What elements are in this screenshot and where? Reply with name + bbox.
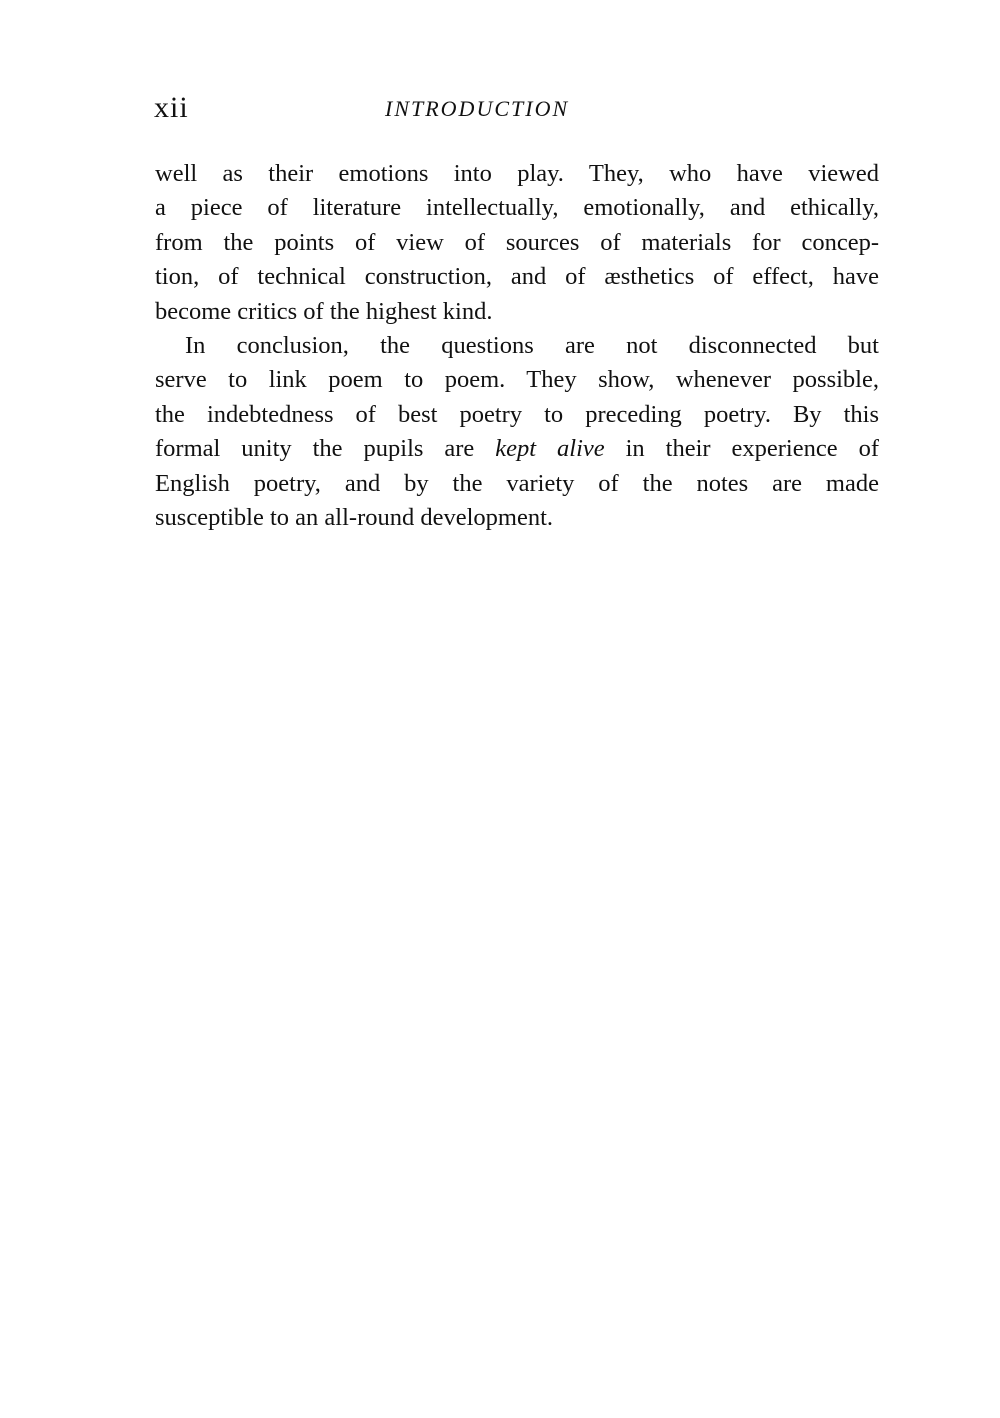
text-line: from the points of view of sources of materials for concep- xyxy=(155,228,879,256)
line-segment: formal unity the pupils are xyxy=(155,435,496,463)
text-line: a piece of literature intellectually, emotionally, and ethically, xyxy=(155,194,879,222)
running-head: INTRODUCTION xyxy=(385,96,570,121)
text-line: In conclusion, the questions are not disconnected but xyxy=(185,332,879,360)
text-line: well as their emotions into play. They, who have viewed xyxy=(155,160,879,187)
line-segment: in their experience of xyxy=(604,435,879,463)
emphasis-text: kept alive xyxy=(495,435,605,463)
page-number: xii xyxy=(154,91,189,124)
text-line: serve to link poem to poem. They show, whenever possible, xyxy=(155,366,879,394)
text-line: tion, of technical construction, and of æsthetics of effect, have xyxy=(155,263,879,291)
text-line: the indebtedness of best poetry to preceding poetry. By this xyxy=(155,400,879,428)
text-line: become critics of the highest kind. xyxy=(155,297,493,325)
paragraph-2 xyxy=(155,329,879,535)
paragraph-1 xyxy=(155,157,879,329)
text-line-with-emphasis xyxy=(155,432,879,466)
body-text xyxy=(155,157,879,535)
text-line: English poetry, and by the variety of the notes are made xyxy=(155,469,879,497)
text-line: susceptible to an all-round development. xyxy=(155,504,554,532)
